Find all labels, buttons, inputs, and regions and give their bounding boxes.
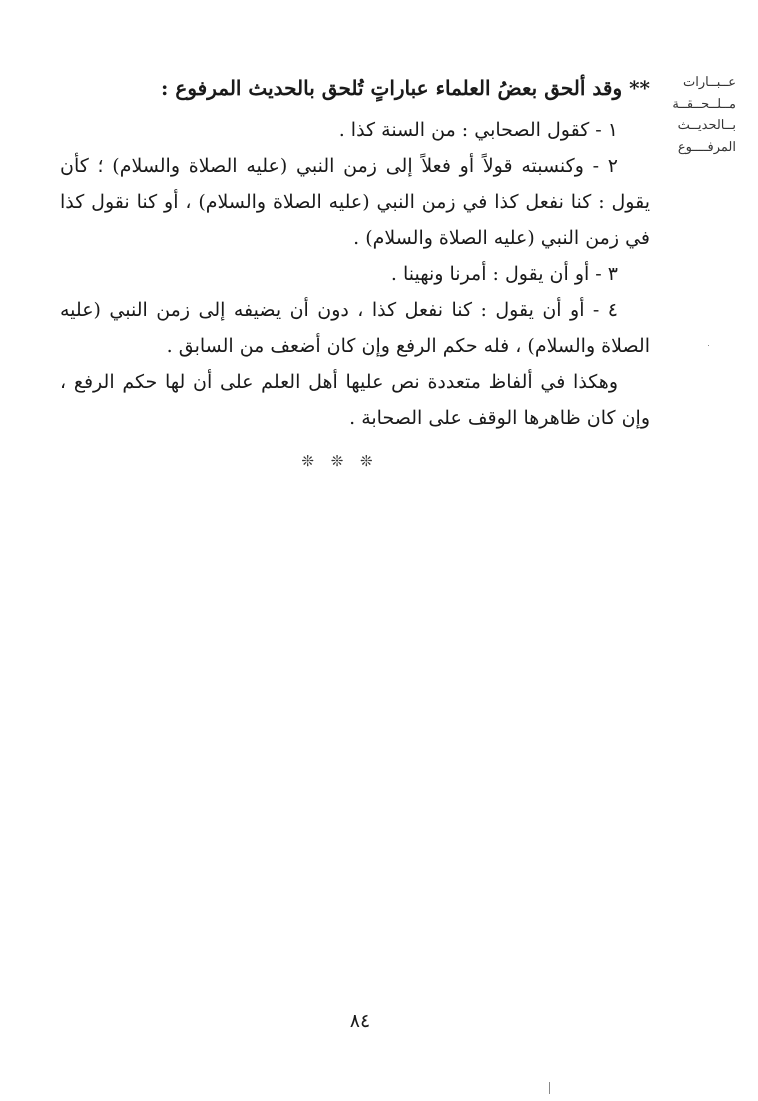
main-text [60,70,650,436]
list-item: ٤ - أو أن يقول : كنا نفعل كذا ، دون أن يضيفه إلى زمن النبي (عليه الصلاة والسلام) ، فله حكم الرفع وإن كان أضعف من السابق . [60,299,650,357]
margin-note-line: المرفــــوع [677,139,736,155]
list-item: ٢ - وكنسبته قولاً أو فعلاً إلى زمن النبي (عليه الصلاة والسلام) ؛ كأن يقول : كنا نفعل كذا في زمن النبي (عليه الصلاة والسلام) ، أو كنا نقول كذا في زمن النبي (عليه الصلاة والسلام) . [60,155,650,249]
margin-note-line: عــبــارات [682,75,736,90]
margin-note [664,72,736,158]
closing-paragraph: وهكذا في ألفاظ متعددة نص عليها أهل العلم على أن لها حكم الرفع ، وإن كان ظاهرها الوقف على الصحابة . [60,371,650,429]
margin-note-line: بــالحديــث [677,118,736,133]
page-number: ٨٤ [349,1010,371,1032]
margin-note-line: مــلــحــقــة [672,96,736,112]
list-item: ١ - كقول الصحابي : من السنة كذا . [338,119,618,141]
section-heading: ** وقد ألحق بعضُ العلماء عباراتٍ تُلحق بالحديث المرفوع : [161,76,650,100]
list-item: ٣ - أو أن يقول : أمرنا ونهينا . [390,263,618,285]
scan-speck [549,1082,550,1094]
section-separator: ❊ ❊ ❊ [301,452,379,470]
scan-speck [708,345,709,346]
